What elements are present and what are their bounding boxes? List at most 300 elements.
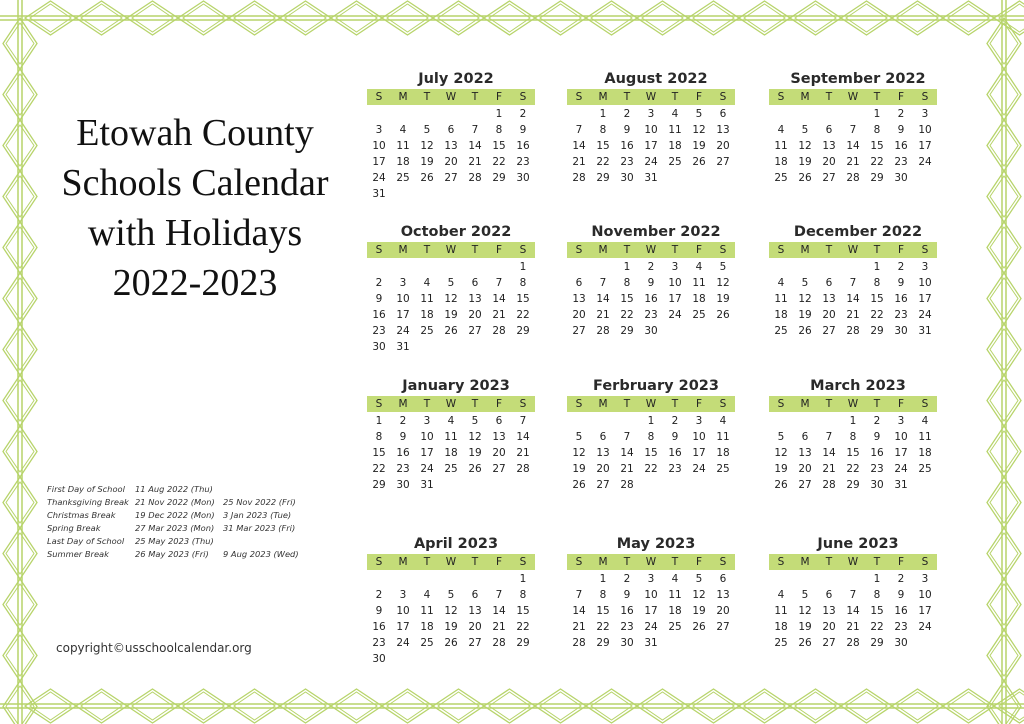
legend-row bbox=[47, 535, 299, 548]
day-cell: 7 bbox=[849, 589, 857, 601]
day-cell: 27 bbox=[822, 172, 836, 184]
day-cell: 23 bbox=[894, 309, 908, 321]
weekday-label: T bbox=[873, 556, 881, 568]
month-calendar bbox=[367, 535, 535, 667]
title-line: Schools Calendar bbox=[61, 162, 329, 204]
day-cell: 16 bbox=[644, 293, 658, 305]
month-title: December 2022 bbox=[793, 224, 923, 240]
day-cell: 12 bbox=[420, 140, 434, 152]
weekday-label: S bbox=[921, 91, 929, 103]
weekday-label: T bbox=[471, 398, 479, 410]
day-cell: 10 bbox=[372, 140, 386, 152]
weekday-label: T bbox=[873, 244, 881, 256]
weekday-label: T bbox=[623, 556, 631, 568]
holiday-label: Thanksgiving Break bbox=[47, 497, 129, 507]
day-cell: 3 bbox=[897, 415, 905, 427]
day-cell: 26 bbox=[692, 156, 706, 168]
day-cell: 27 bbox=[822, 637, 836, 649]
day-cell: 26 bbox=[798, 172, 812, 184]
day-cell: 22 bbox=[870, 156, 884, 168]
day-cell: 29 bbox=[516, 637, 530, 649]
weekday-label: S bbox=[575, 91, 583, 103]
empty-day bbox=[391, 106, 415, 122]
month-calendar bbox=[367, 377, 535, 493]
weekday-header bbox=[567, 396, 735, 412]
day-cell: 13 bbox=[572, 293, 586, 305]
weekday-label: W bbox=[445, 556, 457, 568]
weekday-header bbox=[769, 89, 937, 105]
month-title: October 2022 bbox=[400, 224, 512, 240]
day-cell: 16 bbox=[372, 309, 386, 321]
weekday-label: M bbox=[598, 398, 608, 410]
day-grid bbox=[769, 259, 937, 339]
month-calendar bbox=[769, 223, 937, 339]
day-cell: 15 bbox=[870, 605, 884, 617]
day-cell: 13 bbox=[716, 124, 730, 136]
day-cell: 22 bbox=[516, 621, 530, 633]
weekday-label: F bbox=[695, 91, 703, 103]
day-cell: 6 bbox=[599, 431, 607, 443]
day-cell: 1 bbox=[495, 108, 503, 120]
day-cell: 21 bbox=[846, 156, 860, 168]
day-cell: 2 bbox=[519, 108, 527, 120]
weekday-label: M bbox=[398, 91, 408, 103]
day-cell: 13 bbox=[492, 431, 506, 443]
day-cell: 24 bbox=[396, 325, 410, 337]
day-cell: 2 bbox=[873, 415, 881, 427]
day-cell: 2 bbox=[897, 261, 905, 273]
day-cell: 14 bbox=[822, 447, 836, 459]
day-cell: 12 bbox=[692, 589, 706, 601]
weekday-label: F bbox=[695, 244, 703, 256]
day-cell: 19 bbox=[444, 621, 458, 633]
month-calendar bbox=[567, 535, 735, 651]
day-cell: 22 bbox=[372, 463, 386, 475]
weekday-header bbox=[567, 242, 735, 258]
month-title: June 2023 bbox=[817, 536, 899, 552]
day-cell: 18 bbox=[668, 605, 682, 617]
day-cell: 18 bbox=[692, 293, 706, 305]
day-cell: 14 bbox=[620, 447, 634, 459]
day-cell: 2 bbox=[897, 573, 905, 585]
day-cell: 12 bbox=[798, 293, 812, 305]
day-cell: 21 bbox=[572, 156, 586, 168]
day-cell: 12 bbox=[798, 140, 812, 152]
day-cell: 18 bbox=[444, 447, 458, 459]
empty-day bbox=[793, 259, 817, 275]
empty-day bbox=[591, 259, 615, 275]
weekday-label: F bbox=[495, 398, 503, 410]
day-cell: 19 bbox=[692, 140, 706, 152]
day-cell: 26 bbox=[716, 309, 730, 321]
day-cell: 10 bbox=[918, 589, 932, 601]
day-cell: 24 bbox=[420, 463, 434, 475]
day-cell: 2 bbox=[375, 589, 383, 601]
day-cell: 2 bbox=[647, 261, 655, 273]
day-cell: 6 bbox=[495, 415, 503, 427]
day-cell: 25 bbox=[716, 463, 730, 475]
day-cell: 28 bbox=[492, 325, 506, 337]
weekday-label: T bbox=[471, 244, 479, 256]
day-cell: 3 bbox=[921, 108, 929, 120]
day-cell: 23 bbox=[372, 637, 386, 649]
day-cell: 31 bbox=[644, 172, 658, 184]
day-cell: 8 bbox=[375, 431, 383, 443]
day-grid bbox=[367, 413, 535, 493]
weekday-label: W bbox=[645, 91, 657, 103]
day-cell: 24 bbox=[372, 172, 386, 184]
day-cell: 16 bbox=[668, 447, 682, 459]
month-calendar bbox=[567, 223, 735, 339]
day-cell: 14 bbox=[468, 140, 482, 152]
day-cell: 22 bbox=[644, 463, 658, 475]
day-cell: 25 bbox=[668, 621, 682, 633]
day-cell: 29 bbox=[516, 325, 530, 337]
day-cell: 29 bbox=[492, 172, 506, 184]
day-cell: 16 bbox=[870, 447, 884, 459]
weekday-label: W bbox=[847, 91, 859, 103]
weekday-label: F bbox=[897, 91, 905, 103]
empty-day bbox=[817, 259, 841, 275]
day-cell: 13 bbox=[444, 140, 458, 152]
weekday-label: W bbox=[445, 91, 457, 103]
month-calendar bbox=[769, 535, 937, 651]
day-grid bbox=[567, 413, 735, 493]
day-cell: 3 bbox=[921, 573, 929, 585]
day-cell: 14 bbox=[572, 605, 586, 617]
day-cell: 22 bbox=[516, 309, 530, 321]
weekday-label: S bbox=[719, 91, 727, 103]
day-cell: 28 bbox=[596, 325, 610, 337]
day-cell: 1 bbox=[647, 415, 655, 427]
empty-day bbox=[817, 571, 841, 587]
weekday-label: T bbox=[671, 398, 679, 410]
day-cell: 5 bbox=[695, 573, 703, 585]
day-cell: 24 bbox=[396, 637, 410, 649]
day-cell: 14 bbox=[846, 140, 860, 152]
day-cell: 28 bbox=[572, 637, 586, 649]
day-cell: 29 bbox=[870, 325, 884, 337]
day-cell: 8 bbox=[599, 589, 607, 601]
day-cell: 2 bbox=[897, 108, 905, 120]
weekday-label: S bbox=[575, 398, 583, 410]
weekday-label: T bbox=[423, 398, 431, 410]
day-cell: 25 bbox=[444, 463, 458, 475]
day-cell: 22 bbox=[492, 156, 506, 168]
day-cell: 17 bbox=[692, 447, 706, 459]
day-cell: 22 bbox=[596, 621, 610, 633]
day-cell: 12 bbox=[572, 447, 586, 459]
day-cell: 21 bbox=[516, 447, 530, 459]
month-title: August 2022 bbox=[604, 71, 708, 87]
day-grid bbox=[367, 571, 535, 667]
day-cell: 6 bbox=[471, 589, 479, 601]
day-cell: 14 bbox=[572, 140, 586, 152]
weekday-label: T bbox=[623, 244, 631, 256]
day-cell: 7 bbox=[849, 124, 857, 136]
day-cell: 13 bbox=[822, 605, 836, 617]
day-grid bbox=[567, 106, 735, 186]
weekday-header bbox=[367, 396, 535, 412]
day-cell: 21 bbox=[822, 463, 836, 475]
holiday-start: 11 Aug 2022 (Thu) bbox=[135, 484, 213, 494]
day-cell: 19 bbox=[774, 463, 788, 475]
day-cell: 22 bbox=[620, 309, 634, 321]
weekday-label: F bbox=[695, 398, 703, 410]
day-cell: 17 bbox=[894, 447, 908, 459]
weekday-label: S bbox=[777, 91, 785, 103]
day-cell: 25 bbox=[668, 156, 682, 168]
day-cell: 5 bbox=[801, 277, 809, 289]
day-cell: 7 bbox=[575, 124, 583, 136]
day-cell: 17 bbox=[668, 293, 682, 305]
day-cell: 14 bbox=[492, 605, 506, 617]
weekday-label: M bbox=[398, 244, 408, 256]
day-cell: 10 bbox=[396, 605, 410, 617]
empty-day bbox=[567, 106, 591, 122]
day-cell: 13 bbox=[468, 605, 482, 617]
day-cell: 28 bbox=[846, 325, 860, 337]
day-cell: 8 bbox=[647, 431, 655, 443]
day-cell: 31 bbox=[894, 479, 908, 491]
weekday-label: T bbox=[423, 244, 431, 256]
day-cell: 19 bbox=[716, 293, 730, 305]
day-cell: 6 bbox=[825, 124, 833, 136]
day-cell: 9 bbox=[897, 589, 905, 601]
legend-row bbox=[47, 483, 299, 496]
day-cell: 20 bbox=[572, 309, 586, 321]
day-cell: 27 bbox=[572, 325, 586, 337]
day-cell: 16 bbox=[620, 140, 634, 152]
legend-row bbox=[47, 548, 299, 561]
day-cell: 28 bbox=[468, 172, 482, 184]
month-title: January 2023 bbox=[402, 378, 510, 394]
day-cell: 6 bbox=[801, 431, 809, 443]
empty-day bbox=[567, 413, 591, 429]
day-cell: 24 bbox=[668, 309, 682, 321]
day-cell: 31 bbox=[372, 188, 386, 200]
weekday-label: S bbox=[519, 556, 527, 568]
day-cell: 23 bbox=[668, 463, 682, 475]
day-cell: 25 bbox=[396, 172, 410, 184]
weekday-header bbox=[769, 242, 937, 258]
day-cell: 4 bbox=[447, 415, 455, 427]
weekday-label: S bbox=[519, 398, 527, 410]
day-cell: 6 bbox=[447, 124, 455, 136]
weekday-label: S bbox=[719, 556, 727, 568]
day-cell: 24 bbox=[644, 156, 658, 168]
day-cell: 21 bbox=[492, 621, 506, 633]
day-cell: 6 bbox=[575, 277, 583, 289]
day-cell: 4 bbox=[399, 124, 407, 136]
day-cell: 23 bbox=[516, 156, 530, 168]
day-cell: 28 bbox=[620, 479, 634, 491]
weekday-label: M bbox=[598, 91, 608, 103]
day-cell: 11 bbox=[774, 293, 788, 305]
day-cell: 29 bbox=[596, 172, 610, 184]
day-cell: 11 bbox=[420, 293, 434, 305]
day-cell: 24 bbox=[692, 463, 706, 475]
empty-day bbox=[391, 259, 415, 275]
day-cell: 15 bbox=[596, 140, 610, 152]
day-cell: 30 bbox=[372, 341, 386, 353]
weekday-label: T bbox=[873, 91, 881, 103]
day-cell: 30 bbox=[894, 172, 908, 184]
day-cell: 20 bbox=[468, 621, 482, 633]
day-cell: 1 bbox=[873, 573, 881, 585]
day-cell: 21 bbox=[846, 621, 860, 633]
day-grid bbox=[769, 413, 937, 493]
day-cell: 5 bbox=[777, 431, 785, 443]
day-cell: 30 bbox=[894, 637, 908, 649]
day-cell: 28 bbox=[572, 172, 586, 184]
day-cell: 26 bbox=[774, 479, 788, 491]
day-cell: 19 bbox=[798, 156, 812, 168]
day-cell: 19 bbox=[692, 605, 706, 617]
day-cell: 27 bbox=[798, 479, 812, 491]
empty-day bbox=[439, 106, 463, 122]
day-cell: 5 bbox=[695, 108, 703, 120]
day-cell: 12 bbox=[774, 447, 788, 459]
weekday-label: S bbox=[719, 244, 727, 256]
day-cell: 1 bbox=[519, 261, 527, 273]
empty-day bbox=[415, 106, 439, 122]
weekday-label: M bbox=[800, 244, 810, 256]
day-cell: 10 bbox=[644, 589, 658, 601]
day-cell: 22 bbox=[870, 621, 884, 633]
day-cell: 27 bbox=[468, 325, 482, 337]
day-cell: 29 bbox=[372, 479, 386, 491]
empty-day bbox=[793, 413, 817, 429]
day-cell: 31 bbox=[918, 325, 932, 337]
legend-row bbox=[47, 509, 299, 522]
holiday-label: Summer Break bbox=[47, 549, 109, 559]
day-cell: 8 bbox=[873, 277, 881, 289]
day-cell: 27 bbox=[596, 479, 610, 491]
empty-day bbox=[367, 259, 391, 275]
day-cell: 10 bbox=[420, 431, 434, 443]
day-cell: 3 bbox=[647, 573, 655, 585]
day-cell: 11 bbox=[774, 140, 788, 152]
day-cell: 4 bbox=[695, 261, 703, 273]
empty-day bbox=[817, 413, 841, 429]
empty-day bbox=[769, 571, 793, 587]
empty-day bbox=[487, 259, 511, 275]
day-cell: 7 bbox=[849, 277, 857, 289]
holiday-label: Spring Break bbox=[47, 523, 101, 533]
day-cell: 1 bbox=[519, 573, 527, 585]
day-cell: 10 bbox=[668, 277, 682, 289]
weekday-label: S bbox=[575, 556, 583, 568]
day-cell: 15 bbox=[870, 140, 884, 152]
empty-day bbox=[367, 106, 391, 122]
day-cell: 19 bbox=[798, 309, 812, 321]
empty-day bbox=[615, 413, 639, 429]
day-cell: 20 bbox=[716, 605, 730, 617]
weekday-label: T bbox=[623, 91, 631, 103]
weekday-label: F bbox=[695, 556, 703, 568]
day-cell: 21 bbox=[596, 309, 610, 321]
day-cell: 4 bbox=[777, 124, 785, 136]
day-cell: 6 bbox=[719, 573, 727, 585]
empty-day bbox=[415, 259, 439, 275]
holiday-label: First Day of School bbox=[47, 484, 125, 494]
day-cell: 24 bbox=[894, 463, 908, 475]
weekday-header bbox=[567, 89, 735, 105]
weekday-header bbox=[769, 554, 937, 570]
day-cell: 18 bbox=[774, 309, 788, 321]
month-title: Ferbruary 2023 bbox=[593, 378, 719, 394]
day-cell: 9 bbox=[647, 277, 655, 289]
day-cell: 28 bbox=[492, 637, 506, 649]
day-cell: 30 bbox=[644, 325, 658, 337]
day-cell: 18 bbox=[716, 447, 730, 459]
day-cell: 22 bbox=[846, 463, 860, 475]
day-cell: 5 bbox=[423, 124, 431, 136]
day-cell: 23 bbox=[396, 463, 410, 475]
day-cell: 29 bbox=[846, 479, 860, 491]
day-cell: 30 bbox=[372, 653, 386, 665]
day-cell: 20 bbox=[822, 309, 836, 321]
day-cell: 8 bbox=[873, 589, 881, 601]
day-cell: 20 bbox=[492, 447, 506, 459]
day-cell: 2 bbox=[399, 415, 407, 427]
day-cell: 20 bbox=[596, 463, 610, 475]
day-cell: 9 bbox=[671, 431, 679, 443]
empty-day bbox=[463, 106, 487, 122]
day-cell: 22 bbox=[870, 309, 884, 321]
day-cell: 2 bbox=[375, 277, 383, 289]
weekday-label: W bbox=[847, 398, 859, 410]
day-cell: 16 bbox=[894, 140, 908, 152]
day-cell: 29 bbox=[620, 325, 634, 337]
day-cell: 8 bbox=[519, 589, 527, 601]
day-cell: 15 bbox=[516, 605, 530, 617]
day-cell: 29 bbox=[596, 637, 610, 649]
weekday-label: F bbox=[897, 398, 905, 410]
day-cell: 3 bbox=[671, 261, 679, 273]
weekday-header bbox=[367, 554, 535, 570]
weekday-label: W bbox=[445, 244, 457, 256]
day-cell: 26 bbox=[444, 325, 458, 337]
day-cell: 26 bbox=[444, 637, 458, 649]
day-cell: 11 bbox=[668, 124, 682, 136]
day-cell: 9 bbox=[375, 605, 383, 617]
weekday-label: W bbox=[847, 244, 859, 256]
day-cell: 3 bbox=[423, 415, 431, 427]
day-cell: 10 bbox=[692, 431, 706, 443]
day-cell: 17 bbox=[644, 605, 658, 617]
weekday-label: W bbox=[847, 556, 859, 568]
day-cell: 28 bbox=[516, 463, 530, 475]
day-cell: 17 bbox=[396, 621, 410, 633]
day-cell: 13 bbox=[468, 293, 482, 305]
day-cell: 7 bbox=[471, 124, 479, 136]
month-calendar bbox=[769, 377, 937, 493]
day-cell: 7 bbox=[575, 589, 583, 601]
day-cell: 16 bbox=[372, 621, 386, 633]
empty-day bbox=[439, 571, 463, 587]
day-cell: 25 bbox=[774, 172, 788, 184]
holiday-start: 26 May 2023 (Fri) bbox=[135, 549, 209, 559]
day-cell: 11 bbox=[716, 431, 730, 443]
empty-day bbox=[439, 259, 463, 275]
day-cell: 1 bbox=[623, 261, 631, 273]
day-cell: 21 bbox=[572, 621, 586, 633]
day-cell: 16 bbox=[516, 140, 530, 152]
empty-day bbox=[591, 413, 615, 429]
legend-row bbox=[47, 496, 299, 509]
